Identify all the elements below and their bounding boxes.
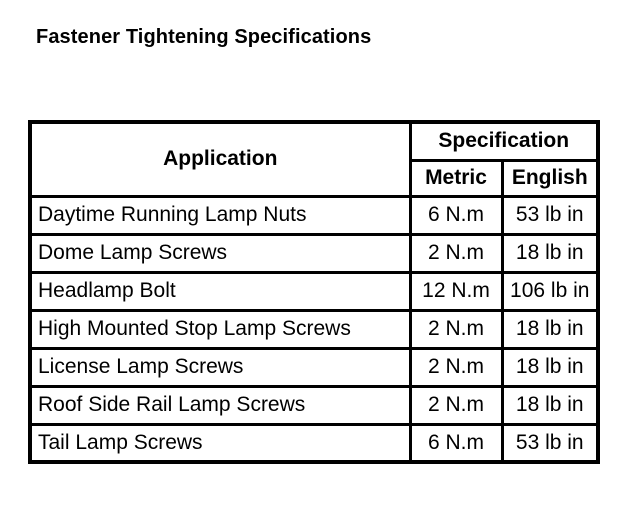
table-row [30,234,598,272]
fastener-spec-table [28,120,600,464]
metric-column-header: Metric [410,160,502,196]
application-cell: Tail Lamp Screws [30,424,410,462]
table-row [30,272,598,310]
application-column-header: Application [30,122,410,196]
application-cell: License Lamp Screws [30,348,410,386]
english-cell: 18 lb in [502,386,598,424]
english-cell: 18 lb in [502,234,598,272]
table-header-row [30,122,598,160]
application-cell: Dome Lamp Screws [30,234,410,272]
metric-cell: 2 N.m [410,234,502,272]
table-row [30,310,598,348]
metric-cell: 6 N.m [410,196,502,234]
application-cell: Daytime Running Lamp Nuts [30,196,410,234]
specification-column-header: Specification [410,122,598,160]
table-row [30,348,598,386]
page-title: Fastener Tightening Specifications [36,26,372,48]
table-row [30,196,598,234]
english-cell: 53 lb in [502,424,598,462]
table-row [30,386,598,424]
metric-cell: 12 N.m [410,272,502,310]
english-column-header: English [502,160,598,196]
english-cell: 18 lb in [502,348,598,386]
table-row [30,424,598,462]
english-cell: 106 lb in [502,272,598,310]
application-cell: High Mounted Stop Lamp Screws [30,310,410,348]
application-cell: Roof Side Rail Lamp Screws [30,386,410,424]
english-cell: 18 lb in [502,310,598,348]
metric-cell: 6 N.m [410,424,502,462]
english-cell: 53 lb in [502,196,598,234]
metric-cell: 2 N.m [410,348,502,386]
metric-cell: 2 N.m [410,310,502,348]
metric-cell: 2 N.m [410,386,502,424]
application-cell: Headlamp Bolt [30,272,410,310]
